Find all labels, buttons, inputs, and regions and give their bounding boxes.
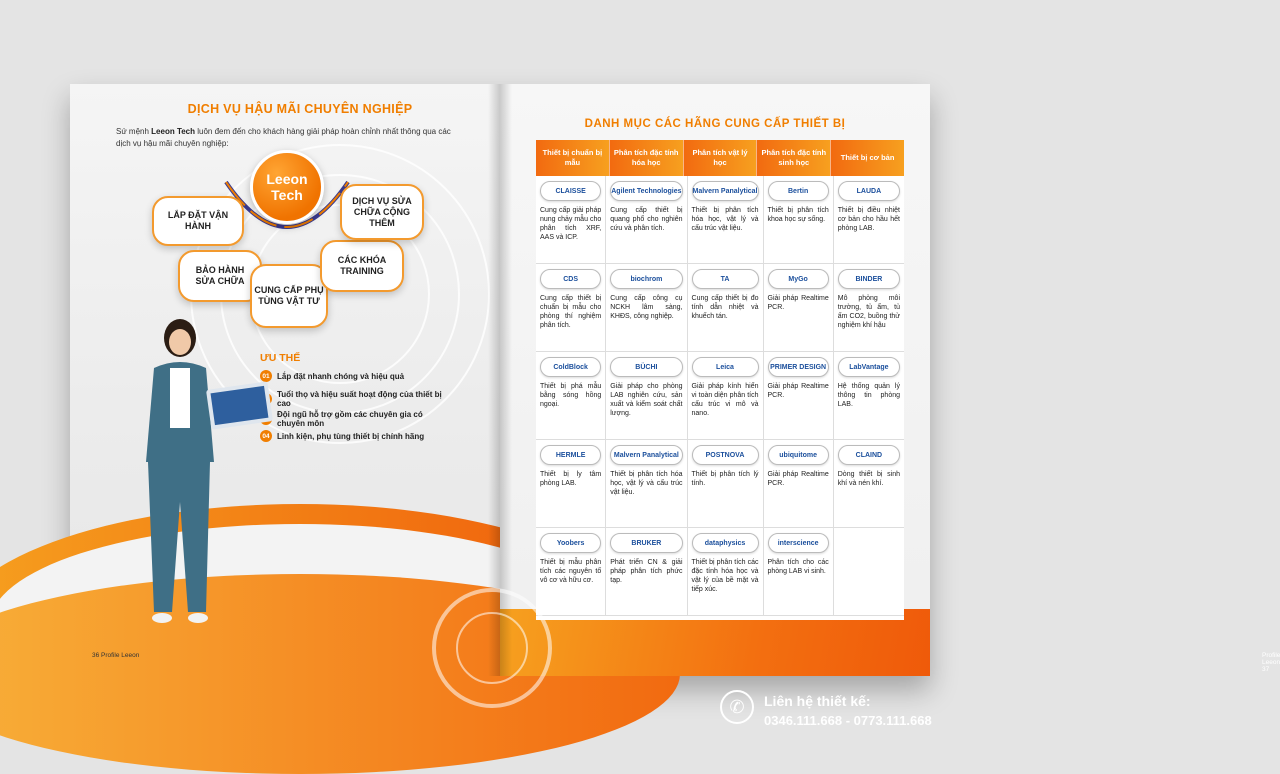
table-cell [688, 264, 764, 352]
brand-logo: HERMLE [540, 445, 601, 465]
presenter-photo [110, 312, 250, 642]
table-cell [834, 264, 904, 352]
table-cell [834, 176, 904, 264]
brand-logo: ubiquitome [768, 445, 829, 465]
brand-description: Dòng thiết bị sinh khí và nén khí. [837, 471, 900, 487]
table-cell [536, 264, 606, 352]
brand-description: Cung cấp thiết bị đo tính dẫn nhiệt và khuếch tán. [691, 295, 759, 320]
brand-description: Cung cấp công cụ NCKH lâm sàng, KHĐS, công nghiệp. [610, 295, 683, 320]
table-cell [536, 176, 606, 264]
table-cell [834, 528, 904, 616]
brand-logo: BÜCHI [610, 357, 682, 377]
advantage-item: Tuổi thọ và hiệu suất hoạt động của thiết bị cao [260, 390, 450, 408]
brand-description: Cung cấp thiết bị chuẩn bị mẫu cho phòng thí nghiệm phân tích. [540, 295, 602, 329]
service-install: LẮP ĐẶT VẬN HÀNH [152, 196, 244, 246]
brand-description: Mô phỏng môi trường, tủ ấm, tủ ấm CO2, buồng thử nghiệm khí hậu [837, 295, 900, 329]
table-cell [536, 440, 606, 528]
brand-logo: LAUDA [838, 181, 900, 201]
brand-logo: Yoobers [540, 533, 601, 553]
brand-description: Giải pháp Realtime PCR. [767, 383, 829, 399]
brand-logo: Malvern Panalytical [692, 181, 759, 201]
phone-icon: ✆ [720, 690, 754, 724]
page-title: DỊCH VỤ HẬU MÃI CHUYÊN NGHIỆP [187, 102, 413, 116]
brand-description: Thiết bị phân tích các đặc tính hóa học và vật lý của bề mặt và tiếp xúc. [691, 559, 759, 593]
table-cell [688, 352, 764, 440]
intro-text: Sứ mệnh Leeon Tech luôn đem đến cho khách hàng giải pháp hoàn chỉnh nhất thông qua các dịch vụ hậu mãi chuyên nghiệp: [116, 127, 451, 148]
supplier-table [536, 140, 904, 620]
table-cell [688, 528, 764, 616]
table-cell [764, 352, 834, 440]
service-warranty: BẢO HÀNH SỬA CHỮA [178, 250, 262, 302]
brand-description: Giải pháp Realtime PCR. [767, 471, 829, 487]
brand-logo: Agilent Technologies [610, 181, 682, 201]
contact-title: Liên hệ thiết kế: [764, 693, 871, 709]
brand-logo: LabVantage [838, 357, 900, 377]
table-cell [606, 528, 687, 616]
brand-description: Cung cấp thiết bị quang phổ cho nghiên cứu và phân tích. [610, 207, 683, 232]
service-training: CÁC KHÓA TRAINING [320, 240, 404, 292]
brand-description: Thiết bị ly tâm phòng LAB. [540, 471, 602, 487]
brand-logo: PRIMER DESIGN [768, 357, 829, 377]
brand-description: Thiết bị phá mẫu bằng sóng hồng ngoại. [540, 383, 602, 408]
table-cell [688, 176, 764, 264]
column-header: Thiết bị cơ bản [831, 140, 904, 176]
brand-logo: TA [692, 269, 759, 289]
brand-logo: interscience [768, 533, 829, 553]
brand-description: Cung cấp giải pháp nung chảy mẫu cho phân tích XRF, AAS và ICP. [540, 207, 602, 241]
brand-logo: dataphysics [692, 533, 759, 553]
table-body [536, 176, 904, 616]
leeon-tech-logo: Leeon Tech [250, 150, 324, 224]
brand-description: Thiết bị phân tích lý tính. [691, 471, 759, 487]
advantage-item: 04 Linh kiện, phụ tùng thiết bị chính hãng [260, 430, 450, 442]
table-cell [834, 440, 904, 528]
advantage-item: Đội ngũ hỗ trợ gồm các chuyên gia có chuyên môn [260, 410, 450, 428]
table-header [536, 140, 904, 176]
advantages-title: ƯU THẾ [260, 352, 301, 364]
brand-description: Giải pháp kính hiển vi toàn diện phân tích cấu trúc vi mô và nano. [691, 383, 759, 417]
brand-logo: POSTNOVA [692, 445, 759, 465]
brand-description: Hệ thống quản lý thông tin phòng LAB. [837, 383, 900, 408]
table-cell [606, 352, 687, 440]
brand-logo: BINDER [838, 269, 900, 289]
open-brochure [70, 84, 1280, 676]
page-footer: 36 Profile Leeon [92, 652, 140, 659]
column-header: Phân tích đặc tính hóa học [610, 140, 684, 176]
brand-logo: MyGo [768, 269, 829, 289]
page-title: DANH MỤC CÁC HÃNG CUNG CẤP THIẾT BỊ [584, 118, 846, 130]
advantage-item: 01 Lắp đặt nhanh chóng và hiệu quả [260, 370, 450, 382]
column-header: Phân tích vật lý học [684, 140, 758, 176]
brand-description: Thiết bị điều nhiệt cơ bản cho hầu hết phòng LAB. [837, 207, 900, 232]
brand-logo: ColdBlock [540, 357, 601, 377]
brand-description: Thiết bị phân tích hóa học, vật lý và cấu trúc vật liệu. [610, 471, 683, 496]
table-cell [764, 176, 834, 264]
table-cell [764, 528, 834, 616]
right-page [500, 84, 1280, 676]
brand-description: Giải pháp Realtime PCR. [767, 295, 829, 311]
brand-logo: biochrom [610, 269, 682, 289]
table-cell [606, 264, 687, 352]
table-cell [536, 528, 606, 616]
brand-description: Thiết bị phân tích khoa học sự sống. [767, 207, 829, 223]
table-cell [688, 440, 764, 528]
brand-description: Phát triển CN & giải pháp phân tích phức tạp. [610, 559, 683, 584]
brand-logo: Leica [692, 357, 759, 377]
service-addon-repair: DỊCH VỤ SỬA CHỮA CỘNG THÊM [340, 184, 424, 240]
brand-logo: CLAIND [838, 445, 900, 465]
table-cell [764, 440, 834, 528]
brand-logo: CLAISSE [540, 181, 601, 201]
brand-description: Thiết bị mẫu phân tích các nguyên tố vô cơ và hữu cơ. [540, 559, 602, 584]
table-cell [606, 440, 687, 528]
table-cell [834, 352, 904, 440]
left-page [70, 84, 500, 676]
column-header: Phân tích đặc tính sinh học [757, 140, 831, 176]
brand-logo: Malvern Panalytical [610, 445, 682, 465]
brand-logo: CDS [540, 269, 601, 289]
brand-description: Thiết bị phân tích hóa học, vật lý và cấu trúc vật liệu. [691, 207, 759, 232]
watermark-stamp [432, 588, 552, 708]
contact-phones: 0346.111.668 - 0773.111.668 [764, 713, 932, 728]
column-header: Thiết bị chuẩn bị mẫu [536, 140, 610, 176]
brand-description: Phân tích cho các phòng LAB vi sinh. [767, 559, 829, 575]
service-parts: CUNG CẤP PHỤ TÙNG VẬT TƯ [250, 264, 328, 328]
page-footer: Profile Leeon 37 [1262, 652, 1280, 673]
brand-logo: Bertin [768, 181, 829, 201]
table-cell [606, 176, 687, 264]
brand-description: Giải pháp cho phòng LAB nghiên cứu, sản xuất và kiểm soát chất lượng. [610, 383, 683, 417]
table-cell [764, 264, 834, 352]
table-cell [536, 352, 606, 440]
brand-logo: BRUKER [610, 533, 682, 553]
